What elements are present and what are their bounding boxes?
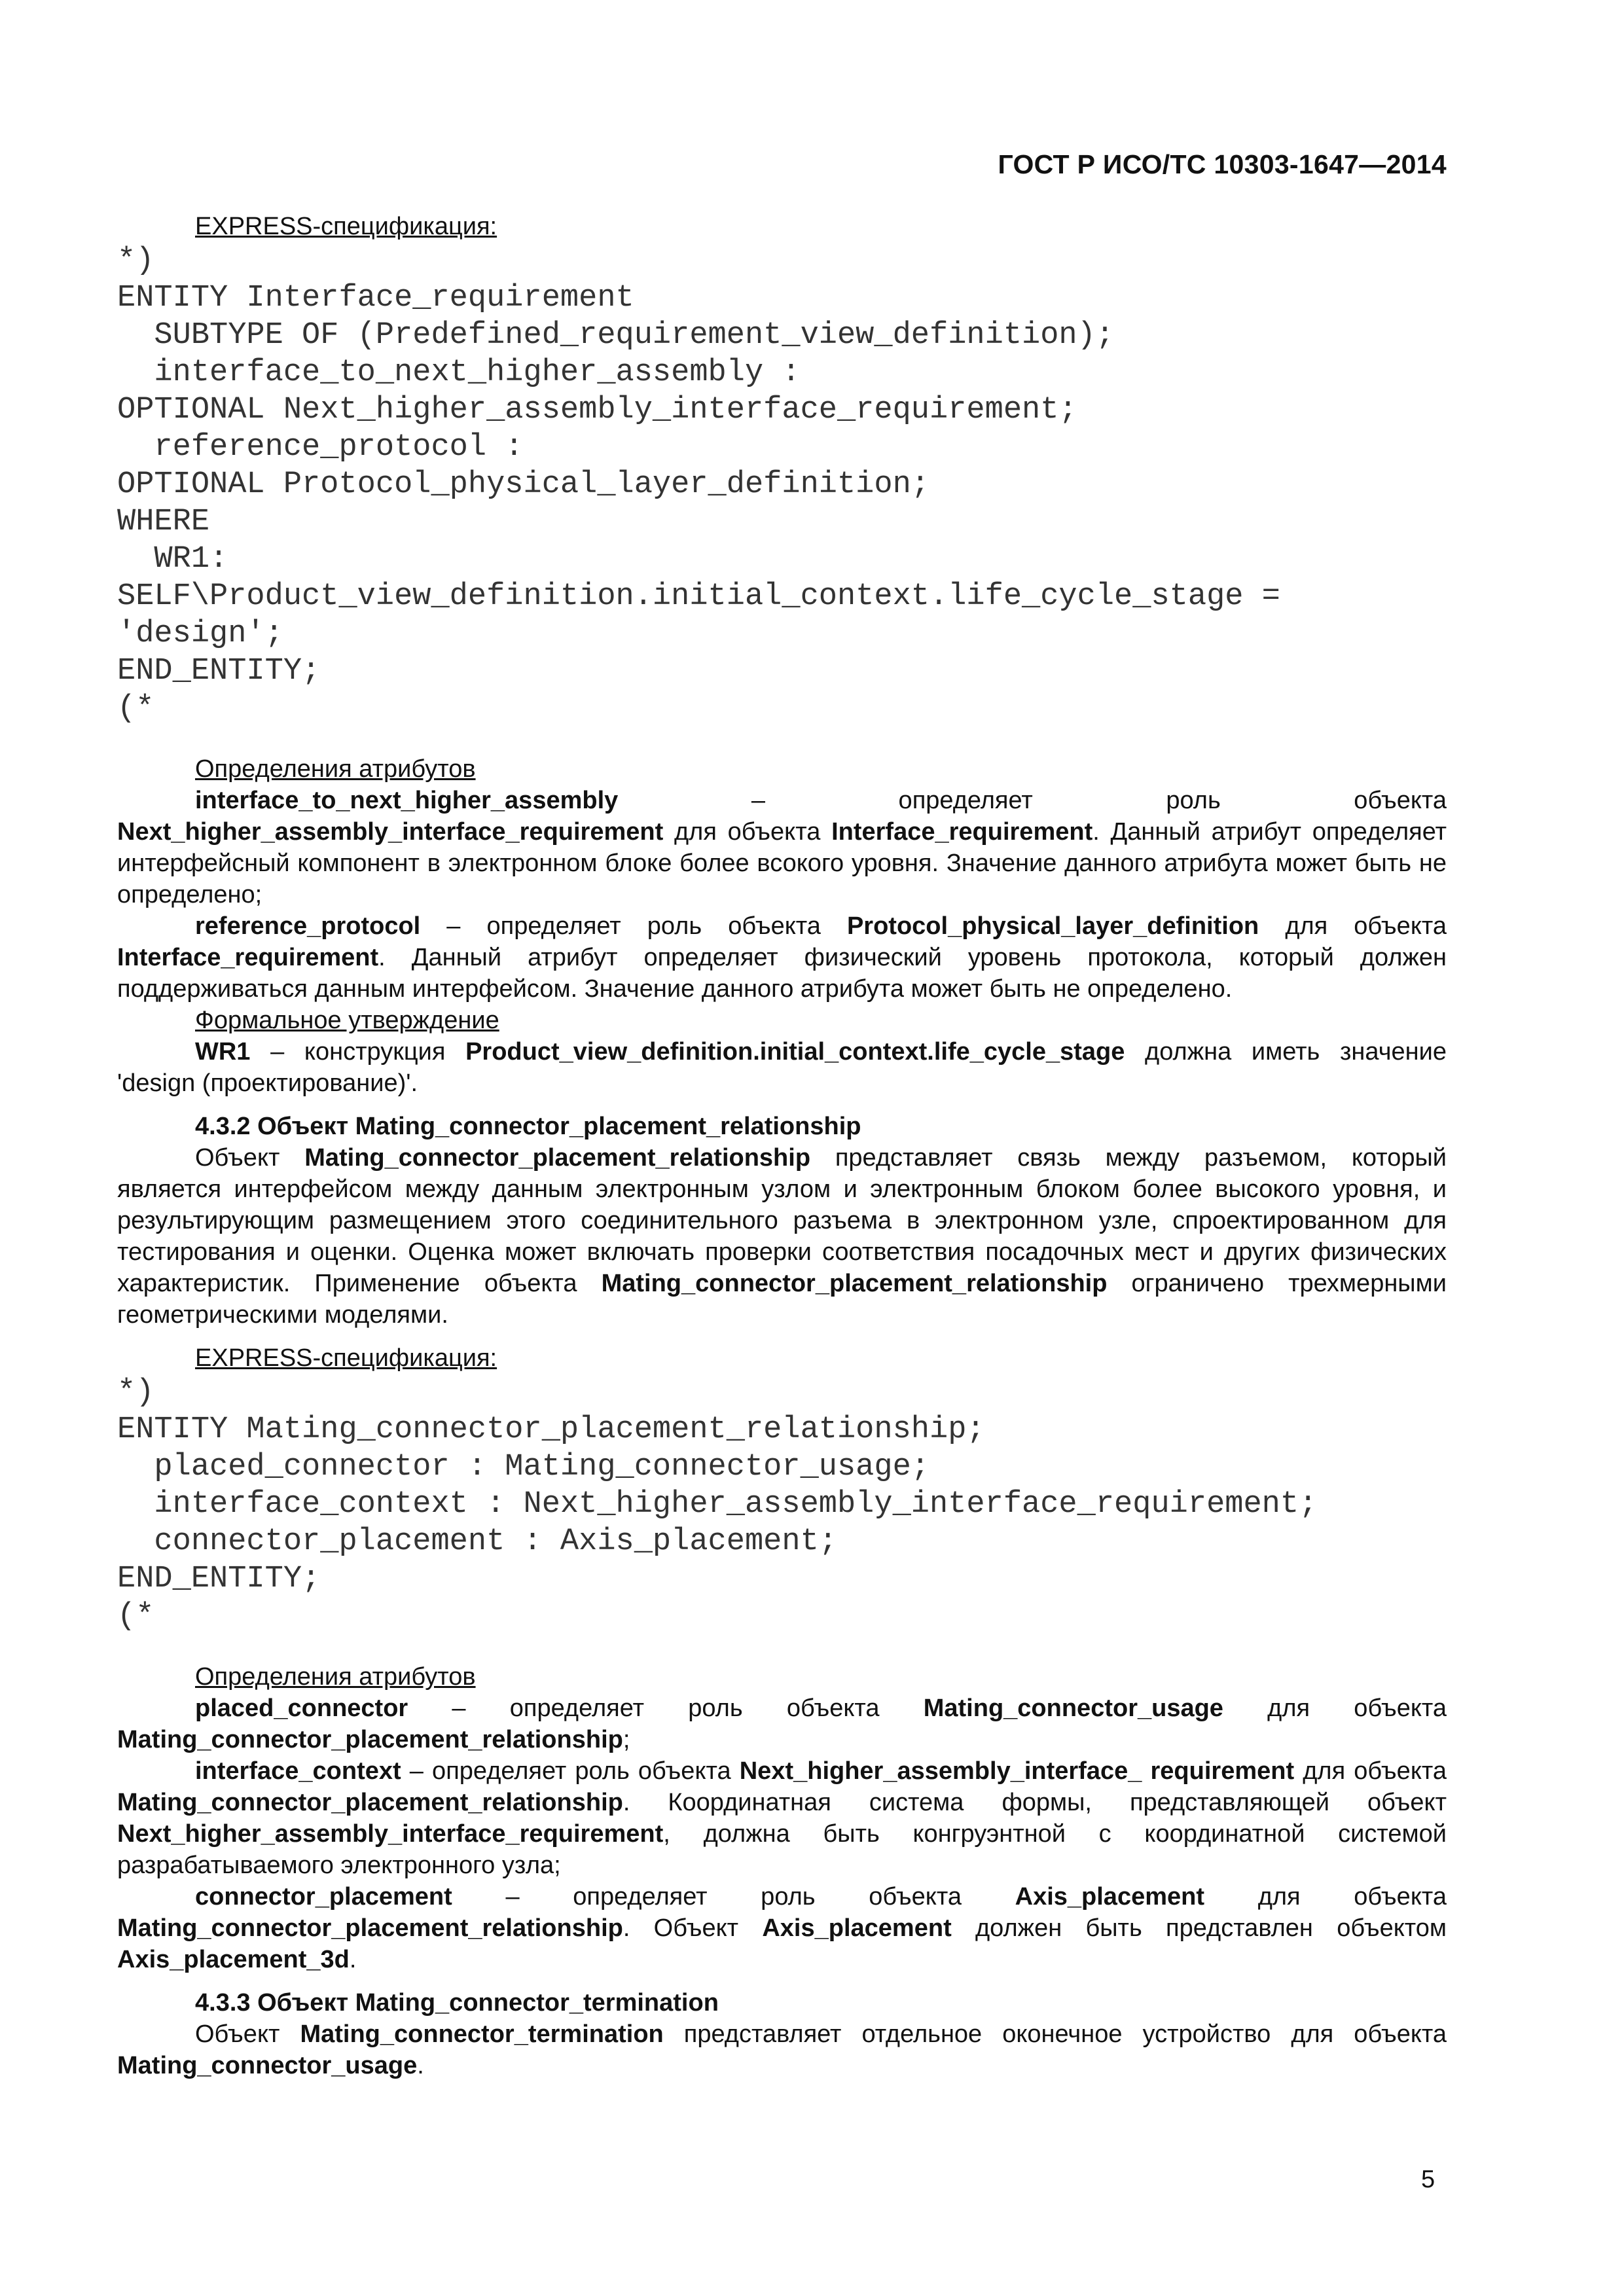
formal-proposition: WR1 – конструкция Product_view_definition.initial_context.life_cycle_stage должна иметь значение 'design (проектирование)'. [117, 1038, 1447, 1097]
code-line: interface_context : Next_higher_assembly_interface_requirement; [117, 1487, 1318, 1522]
section-heading: 4.3.3 Объект Mating_connector_termination [195, 1989, 719, 2017]
attribute-definition: interface_to_next_higher_assembly – определяет роль объекта Next_higher_assembly_interface_requirement для объекта Interface_requirement. Данный атрибут определяет интерфейсный компонент в электронном блоке более всокого уровня. Значение данного атрибута может быть не определено; [117, 787, 1447, 908]
code-line: *) [117, 243, 154, 278]
code-line: (* [117, 1599, 154, 1634]
document-header: ГОСТ Р ИСО/ТС 10303-1647—2014 [998, 149, 1447, 179]
express-spec-label: EXPRESS-спецификация: [195, 1344, 497, 1372]
section-paragraph: Объект Mating_connector_termination представляет отдельное оконечное устройство для объекта Mating_connector_usage. [117, 2020, 1447, 2079]
attribute-definitions-label: Определения атрибутов [195, 755, 476, 783]
code-line: *) [117, 1375, 154, 1410]
code-line: connector_placement : Axis_placement; [117, 1524, 837, 1559]
attribute-definitions-label: Определения атрибутов [195, 1663, 476, 1691]
attribute-definition: interface_context – определяет роль объекта Next_higher_assembly_interface_ requirement для объекта Mating_connector_placement_relationship. Координатная система формы, представляющей объект Next_higher_assembly_interface_requirement, должна быть конгруэнтной с координатной системой разрабатываемого электронного узла; [117, 1757, 1447, 1879]
attribute-definition: connector_placement – определяет роль объекта Axis_placement для объекта Mating_connector_placement_relationship. Объект Axis_placement должен быть представлен объектом Axis_placement_3d. [117, 1883, 1447, 1973]
code-line: END_ENTITY; [117, 654, 321, 689]
code-line: SELF\Product_view_definition.initial_context.life_cycle_stage = [117, 579, 1280, 614]
code-line: reference_protocol : [117, 430, 524, 465]
code-line: interface_to_next_higher_assembly : [117, 355, 801, 390]
code-line: 'design'; [117, 617, 283, 651]
code-line: WHERE [117, 505, 210, 539]
express-code-block [117, 242, 1447, 727]
page-number: 5 [1421, 2166, 1435, 2193]
attribute-definition: reference_protocol – определяет роль объекта Protocol_physical_layer_definition для объекта Interface_requirement. Данный атрибут определяет физический уровень протокола, который должен поддерживаться данным интерфейсом. Значение данного атрибута может быть не определено. [117, 912, 1447, 1003]
attribute-definition: placed_connector – определяет роль объекта Mating_connector_usage для объекта Mating_connector_placement_relationship; [117, 1695, 1447, 1753]
code-line: ENTITY Interface_requirement [117, 281, 634, 315]
code-line: SUBTYPE OF (Predefined_requirement_view_definition); [117, 318, 1115, 353]
section-paragraph: Объект Mating_connector_placement_relationship представляет связь между разъемом, который является интерфейсом между данным электронным узлом и электронным блоком более высокого уровня, и результирующим размещением этого соединительного разъема в электронном узле, спроектированном для тестирования и оценки. Оценка может включать проверки соответствия посадочных мест и других физических характеристик. Применение объекта Mating_connector_placement_relationship ограничено трехмерными геометрическими моделями. [117, 1144, 1447, 1329]
code-line: OPTIONAL Protocol_physical_layer_definition; [117, 467, 930, 502]
code-line: END_ENTITY; [117, 1562, 321, 1596]
code-line: (* [117, 691, 154, 726]
page-content [117, 211, 1447, 2081]
code-line: WR1: [117, 542, 228, 577]
section-heading: 4.3.2 Объект Mating_connector_placement_relationship [195, 1113, 861, 1140]
code-line: placed_connector : Mating_connector_usage; [117, 1450, 930, 1484]
express-spec-label: EXPRESS-спецификация: [195, 213, 497, 240]
express-code-block [117, 1374, 1447, 1635]
code-line: OPTIONAL Next_higher_assembly_interface_requirement; [117, 393, 1077, 427]
formal-propositions-label: Формальное утверждение [195, 1007, 499, 1034]
code-line: ENTITY Mating_connector_placement_relationship; [117, 1412, 985, 1447]
